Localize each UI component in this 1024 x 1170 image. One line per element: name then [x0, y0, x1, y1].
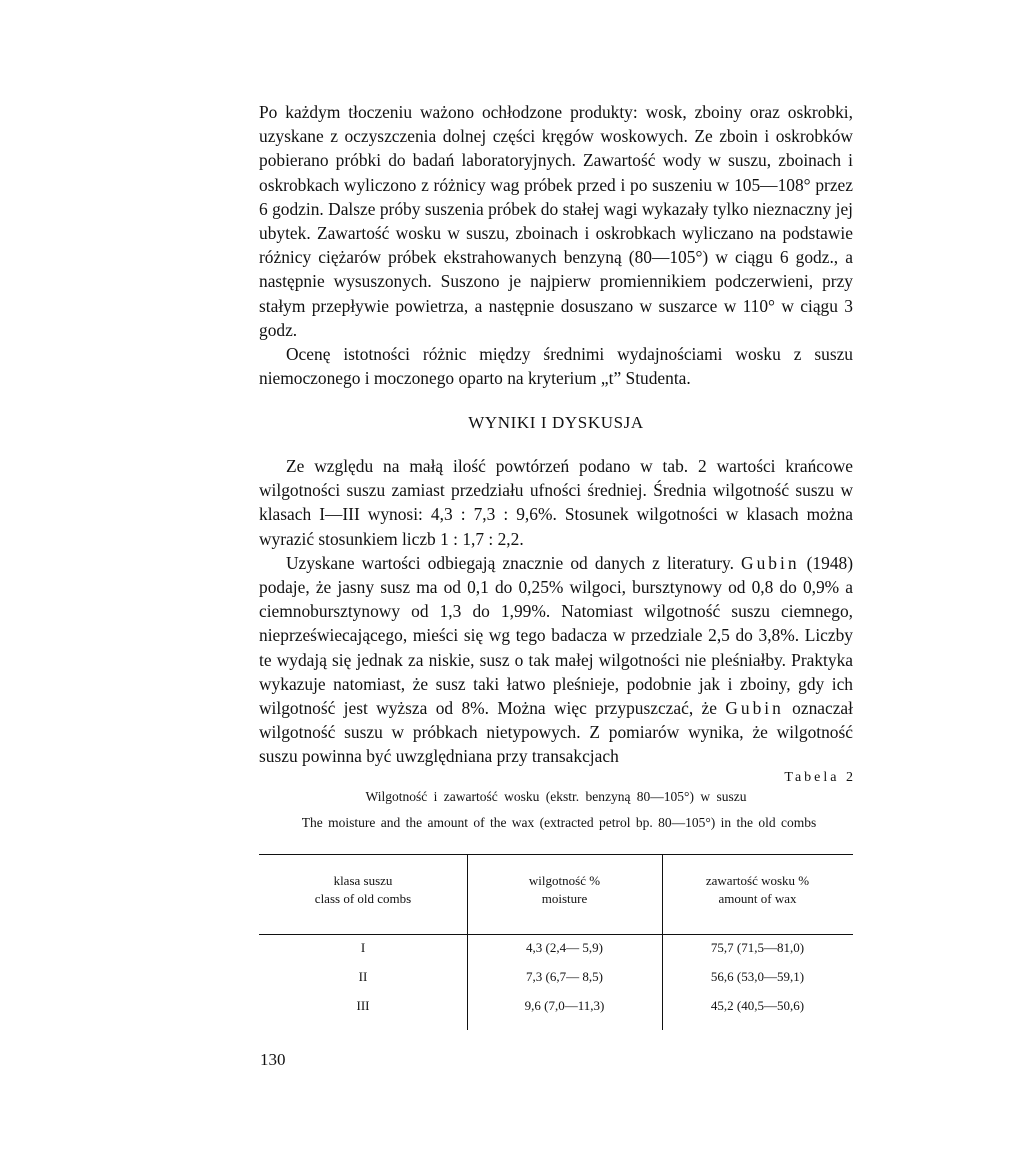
header-line-english: class of old combs — [314, 891, 412, 906]
data-table — [259, 854, 853, 1030]
table-cell-class: I — [360, 940, 366, 955]
table-label: Tabela 2 — [784, 770, 856, 785]
table-cell-moisture: 4,3 (2,4— 5,9) — [526, 940, 603, 955]
author-name: Gubin — [725, 698, 784, 719]
table-cell-wax: 45,2 (40,5—50,6) — [710, 998, 805, 1013]
statistics-paragraph: Ocenę istotności różnic między średnimi wydajnościami wosku z suszu niemoczonego i moczonego oparto na kryterium „t” Studenta. — [259, 344, 853, 389]
column-header-class — [259, 872, 467, 908]
section-heading: WYNIKI I DYSKUSJA — [468, 413, 644, 432]
table-cell-wax: 56,6 (53,0—59,1) — [710, 969, 805, 984]
header-line-polish: klasa suszu — [333, 873, 393, 888]
table-cell-class: III — [356, 998, 370, 1013]
table-caption-english: The moisture and the amount of the wax (extracted petrol bp. 80—105°) in the old combs — [301, 815, 817, 830]
results-paragraph-1: Ze względu na małą ilość powtórzeń podano w tab. 2 wartości krańcowe wilgotności suszu zamiast przedziału ufności średniej. Średnia wilgotność suszu w klasach I—III wynosi: 4,3 : 7,3 : 9,6%. Stosunek wilgotności w klasach można wyrazić stosunkiem liczb 1 : 1,7 : 2,2. — [259, 456, 853, 549]
table-cell-wax: 75,7 (71,5—81,0) — [710, 940, 805, 955]
results-text — [259, 454, 853, 769]
table-cell-moisture: 9,6 (7,0—11,3) — [524, 998, 605, 1013]
methods-paragraph: Po każdym tłoczeniu ważono ochłodzone produkty: wosk, zboiny oraz oskrobki, uzyskane z oczyszczenia dolnej części kręgów woskowych. Ze zboin i oskrobków pobierano próbki do badań laboratoryjnych. Zawartość wody w suszu, zboinach i oskrobkach wyliczono z różnicy wag próbek przed i po suszeniu w 105—108° przez 6 godzin. Dalsze próby suszenia próbek do stałej wagi wykazały tylko nieznaczny jej ubytek. Zawartość wosku w suszu, zboinach i oskrobkach wyliczano na podstawie różnicy ciężarów próbek ekstrahowanych benzyną (80—105°) w ciągu 6 godz., a następnie wysuszonych. Suszono je najpierw promiennikiem podczerwieni, przy stałym przepływie powietrza, a następnie dosuszano w suszarce w 110° w ciągu 3 godz. — [259, 102, 853, 340]
results-text-part: Uzyskane wartości odbiegają znacznie od danych z literatury. — [286, 552, 742, 573]
header-line-english: moisture — [541, 891, 588, 906]
table-header-rule — [259, 934, 853, 935]
results-text-part: (1948) podaje, że jasny susz ma od 0,1 do 0,25% wilgoci, bursztynowy od 0,8 do 0,9% a ciemnobursztynowy od 1,3 do 1,99%. Natomiast wilgotność suszu ciemnego, nieprzeświecającego, mieści się wg tego badacza w przedziale 2,5 do 3,8%. Liczby te wydają się jednak za niskie, susz o tak małej wilgotności nie pleśniałby. Praktyka wykazuje natomiast, że susz taki łatwo pleśnieje, podobnie jak i zboiny, gdy ich wilgotność jest wyższa od 8%. Można więc przypuszczać, że — [259, 552, 854, 719]
author-name: Gubin — [741, 552, 800, 573]
header-line-polish: zawartość wosku % — [705, 873, 810, 888]
results-text-part: oznaczał wilgotność suszu w próbkach nietypowych. Z pomiarów wynika, że wilgotność suszu powinna być uwzględniana przy transakcjach — [259, 698, 853, 767]
table-caption-polish: Wilgotność i zawartość wosku (ekstr. benzyną 80—105°) w suszu — [365, 789, 747, 804]
header-line-polish: wilgotność % — [528, 873, 601, 888]
header-line-english: amount of wax — [718, 891, 797, 906]
page-number: 130 — [260, 1050, 286, 1069]
table-cell-moisture: 7,3 (6,7— 8,5) — [526, 969, 603, 984]
table-cell-class: II — [358, 969, 368, 984]
methods-text — [259, 100, 853, 390]
column-header-wax — [662, 872, 853, 908]
results-paragraph-2 — [259, 551, 853, 769]
column-header-moisture — [467, 872, 662, 908]
table-top-rule — [259, 854, 853, 855]
